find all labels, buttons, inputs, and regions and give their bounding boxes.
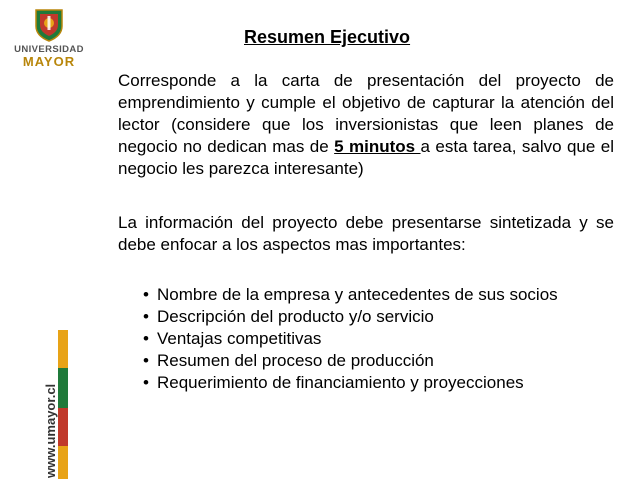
intro-paragraph (118, 70, 614, 180)
stripe-gold (58, 330, 68, 368)
stripe-red (58, 408, 68, 446)
brand-color-stripe (58, 330, 68, 479)
logo-text-universidad: UNIVERSIDAD (14, 44, 84, 55)
aspects-list (143, 284, 615, 394)
time-highlight: 5 minutos (334, 137, 421, 156)
bullet-icon: • (143, 373, 149, 392)
list-item (143, 306, 615, 328)
crest-icon (34, 8, 64, 42)
list-item (143, 350, 615, 372)
stripe-gold-bottom (58, 446, 68, 479)
list-item-text: Ventajas competitivas (157, 329, 322, 348)
slide-title: Resumen Ejecutivo (244, 27, 411, 47)
list-item-text: Resumen del proceso de producción (157, 351, 434, 370)
list-item-text: Nombre de la empresa y antecedentes de sus socios (157, 285, 558, 304)
list-item-text: Requerimiento de financiamiento y proyecciones (157, 373, 524, 392)
list-item (143, 328, 615, 350)
logo-text-mayor: MAYOR (22, 54, 76, 69)
intro-text-end: a esta tarea, salvo que el negocio les parezca interesante) (118, 137, 614, 178)
stripe-green (58, 368, 68, 408)
intro-text-start: Corresponde a la carta de presentación del proyecto de emprendimiento y cumple el objetivo de capturar la atención del lector (considere que los inversionistas que leen planes de negocio no dedican mas de (118, 71, 614, 156)
bullet-icon: • (143, 329, 149, 348)
bullet-icon: • (143, 351, 149, 370)
website-url: www.umayor.cl (43, 383, 58, 478)
university-logo (10, 8, 88, 69)
bullet-icon: • (143, 285, 149, 304)
list-item-text: Descripción del producto y/o servicio (157, 307, 434, 326)
bullet-icon: • (143, 307, 149, 326)
list-item (143, 372, 615, 394)
list-item (143, 284, 615, 306)
info-paragraph: La información del proyecto debe presentarse sintetizada y se debe enfocar a los aspectos mas importantes: (118, 213, 614, 254)
